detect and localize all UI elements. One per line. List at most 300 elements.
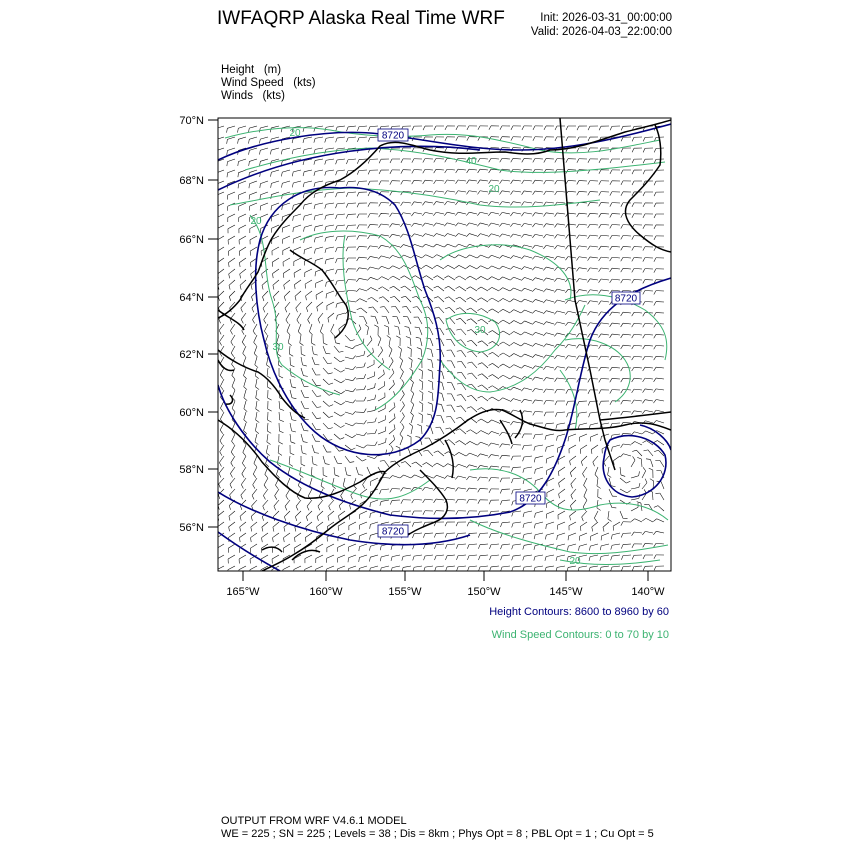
wind-barb-flag (402, 556, 403, 560)
wind-barb-staff (612, 290, 620, 291)
wind-barb-flag (512, 523, 513, 527)
wind-barb-staff (294, 269, 301, 273)
wind-barb-flag (632, 555, 634, 559)
wind-barb-staff (220, 445, 224, 452)
wind-barb-flag (592, 527, 593, 531)
wind-barb-flag (378, 335, 381, 338)
wind-barb-staff (546, 322, 554, 324)
wind-barb-staff (422, 382, 423, 390)
wind-barb-staff (393, 276, 400, 280)
wind-barb-flag (588, 379, 590, 383)
wind-barb-staff (513, 234, 521, 236)
wind-barb-flag (357, 181, 359, 185)
wind-barb-staff (660, 460, 664, 467)
wind-barb-staff (601, 555, 609, 556)
wind-barb-flag (390, 461, 394, 462)
wind-barb-flag (256, 420, 260, 423)
wind-barb-staff (337, 258, 345, 259)
wind-barb-staff (535, 355, 543, 357)
wind-barb-staff (601, 412, 609, 413)
wind-barb-staff (612, 566, 620, 567)
wind-barb-staff (338, 566, 345, 569)
wind-barb-flag (433, 212, 436, 215)
wind-barb-flag (389, 276, 393, 279)
wind-barb-flag (543, 355, 546, 358)
wind-barb-staff (447, 223, 455, 225)
wind-barb-staff (356, 343, 363, 346)
wind-barb-flag (610, 367, 612, 371)
wind-barb-flag (621, 378, 623, 382)
wind-barb-flag (500, 191, 503, 195)
wind-barb-staff (298, 324, 301, 332)
wind-barb-staff (334, 368, 341, 372)
wind-barb-flag (610, 334, 612, 338)
wind-barb-flag (231, 463, 233, 467)
wind-barb-staff (262, 291, 268, 297)
wind-barb-staff (546, 180, 554, 181)
wind-barb-flag (390, 500, 392, 504)
wind-barb-flag (232, 386, 235, 389)
wind-barb-flag (251, 274, 252, 278)
wind-barb-flag (219, 319, 221, 323)
wind-barb-staff (381, 566, 389, 568)
wind-barb-flag (402, 379, 404, 383)
wind-barb-flag (510, 342, 514, 345)
wind-barb-staff (348, 181, 356, 182)
wind-barb-staff (594, 511, 598, 518)
wind-barb-flag (532, 343, 535, 346)
wind-barb-staff (370, 224, 378, 225)
wind-barb-staff (451, 350, 455, 357)
wind-barb-staff (253, 467, 257, 474)
wind-barb-flag (588, 334, 591, 338)
wind-barb-flag (314, 171, 315, 175)
wind-barb-flag (303, 161, 304, 165)
wind-barb-flag (521, 332, 524, 335)
wind-barb-staff (348, 566, 356, 569)
wind-barb-staff (590, 412, 598, 413)
wind-barb-staff (590, 290, 598, 291)
wind-barb-staff (557, 213, 565, 214)
wind-barb-staff (535, 202, 543, 203)
wind-barb-flag (555, 413, 557, 417)
wind-barb-flag (445, 148, 447, 152)
wind-barb-flag (295, 517, 296, 521)
wind-barb-staff (264, 324, 268, 331)
wind-barb-flag (632, 247, 634, 251)
wind-barb-flag (327, 363, 331, 364)
wind-barb-staff (230, 467, 235, 474)
wind-barb-flag (608, 519, 612, 522)
wind-barb-staff (219, 478, 224, 484)
wind-barb-staff (288, 467, 290, 475)
wind-barb-flag (394, 326, 398, 327)
wind-barb-staff (635, 519, 642, 522)
wind-barb-flag (584, 485, 587, 489)
wind-barb-staff (436, 544, 444, 545)
wind-barb-staff (590, 367, 598, 368)
wind-barb-flag (339, 351, 343, 352)
wind-barb-staff (631, 476, 639, 478)
wind-barb-staff (452, 383, 455, 390)
wind-barb-flag (599, 401, 601, 405)
wind-barb-flag (256, 387, 260, 390)
wind-barb-staff (482, 363, 488, 368)
wind-barb-flag (434, 191, 437, 195)
wind-barb-staff (243, 346, 246, 353)
wind-barb-flag (252, 320, 254, 324)
wind-barb-staff (254, 346, 257, 354)
wind-barb-staff (279, 412, 280, 420)
wind-barb-staff (471, 418, 477, 423)
wind-barb-staff (503, 364, 510, 368)
wind-barb-flag (588, 126, 590, 130)
wind-barb-flag (490, 567, 492, 571)
wind-barb-flag (378, 266, 381, 269)
wind-barb-staff (579, 423, 587, 425)
wind-barb-staff (590, 566, 598, 567)
wind-barb-flag (339, 516, 340, 520)
wind-barb-staff (471, 395, 477, 401)
wind-barb-staff (440, 427, 444, 434)
wind-barb-flag (231, 353, 234, 357)
wind-barb-staff (634, 345, 642, 346)
wind-barb-staff (220, 357, 224, 364)
wind-barb-flag (620, 454, 623, 457)
wind-barb-staff (360, 533, 367, 536)
wind-barb-flag (632, 236, 634, 240)
wind-barb-flag (314, 453, 318, 454)
wind-barb-staff (228, 258, 235, 263)
wind-barb-flag (457, 567, 459, 571)
wind-barb-flag (243, 452, 246, 455)
wind-barb-staff (394, 286, 400, 291)
wind-barb-flag (335, 475, 339, 477)
wind-barb-flag (621, 181, 623, 185)
wind-barb-staff (232, 390, 235, 397)
wind-barb-staff (568, 213, 576, 214)
wind-barb-flag (339, 450, 343, 451)
wind-barb-flag (637, 457, 641, 459)
wind-barb-flag (391, 445, 393, 449)
wind-barb-flag (621, 475, 625, 477)
wind-barb-staff (338, 544, 345, 547)
wind-barb-flag (499, 398, 502, 401)
wind-barb-staff (375, 317, 378, 324)
wind-barb-flag (363, 485, 365, 489)
wind-barb-flag (346, 214, 348, 218)
wind-barb-staff (623, 246, 631, 247)
wind-barb-flag (434, 126, 436, 130)
wind-barb-flag (290, 365, 294, 367)
wind-barb-staff (404, 255, 411, 258)
wind-barb-staff (296, 302, 301, 308)
wind-barb-staff (359, 137, 367, 138)
wind-barb-flag (434, 137, 436, 141)
wind-barb-staff (399, 327, 400, 335)
wind-barb-flag (555, 180, 557, 184)
wind-barb-flag (275, 496, 277, 500)
valid-time: Valid: 2026-04-03_22:00:00 (530, 26, 672, 38)
wind-barb-flag (478, 534, 480, 538)
wind-barb-flag (535, 469, 536, 473)
wind-barb-flag (434, 556, 436, 560)
wind-barb-flag (380, 460, 384, 461)
wind-barb-flag (488, 223, 491, 226)
wind-barb-flag (379, 181, 381, 185)
wind-barb-staff (304, 137, 312, 139)
wind-barb-staff (320, 324, 323, 332)
wind-barb-staff (558, 522, 565, 525)
wind-barb-flag (499, 375, 503, 378)
wind-barb-flag (282, 206, 283, 210)
wind-barb-flag (533, 202, 536, 206)
wind-barb-flag (417, 348, 421, 350)
wind-barb-flag (654, 236, 656, 240)
wind-barb-flag (251, 538, 252, 542)
wind-barb-flag (251, 516, 252, 520)
wind-barb-staff (451, 416, 455, 423)
wind-barb-flag (455, 286, 459, 288)
wind-barb-flag (416, 337, 420, 338)
wind-barb-staff (469, 223, 477, 225)
init-time: Init: 2026-03-31_00:00:00 (540, 12, 672, 24)
wind-barb-flag (260, 184, 261, 188)
wind-barb-staff (620, 489, 627, 493)
wind-barb-flag (415, 436, 419, 437)
wind-barb-staff (228, 236, 235, 240)
wind-barb-flag (346, 204, 348, 208)
wind-barb-flag (544, 401, 546, 405)
wind-barb-flag (419, 391, 423, 393)
wind-barb-staff (491, 443, 499, 445)
wind-barb-flag (389, 234, 392, 237)
wind-barb-staff (337, 137, 345, 138)
wind-barb-flag (649, 468, 653, 470)
wind-barb-staff (480, 201, 488, 203)
wind-barb-flag (390, 296, 394, 297)
wind-barb-staff (261, 555, 268, 559)
wind-barb-flag (433, 234, 436, 237)
wind-barb-staff (546, 213, 554, 214)
wind-barb-flag (216, 162, 217, 166)
wind-barb-staff (306, 302, 312, 308)
wind-barb-staff (634, 378, 642, 379)
wind-barb-flag (621, 214, 623, 218)
wind-barb-staff (403, 488, 411, 489)
wind-barb-flag (242, 463, 245, 467)
wind-barb-staff (612, 224, 620, 225)
wind-barb-flag (533, 191, 535, 195)
wind-barb-staff (571, 489, 576, 495)
wind-barb-flag (394, 391, 395, 395)
wind-barb-flag (466, 430, 470, 432)
wind-barb-flag (577, 367, 579, 371)
wind-barb-flag (577, 246, 580, 250)
wind-barb-flag (599, 379, 601, 383)
wind-barb-flag (488, 277, 492, 280)
wind-barb-staff (378, 420, 385, 423)
wind-barb-flag (300, 343, 304, 346)
wind-barb-flag (522, 180, 524, 184)
wind-barb-staff (481, 255, 488, 258)
wind-barb-flag (238, 139, 239, 143)
wind-barb-flag (588, 390, 590, 394)
wind-barb-flag (264, 331, 267, 335)
wind-barb-staff (590, 257, 598, 258)
wind-barb-flag (389, 255, 392, 258)
wind-label-1: 20 (289, 128, 301, 139)
wind-barb-staff (361, 308, 367, 313)
wind-barb-staff (378, 374, 384, 379)
wind-barb-flag (457, 361, 461, 362)
lon-label-145: 145°W (549, 586, 583, 598)
wind-barb-staff (436, 223, 444, 225)
wind-barb-flag (566, 401, 568, 405)
wind-barb-flag (353, 356, 356, 359)
wind-barb-flag (427, 414, 431, 415)
wind-barb-flag (467, 319, 471, 321)
wind-barb-flag (488, 287, 492, 290)
wind-barb-staff (472, 351, 477, 357)
wind-barb-flag (313, 354, 317, 355)
wind-barb-staff (481, 442, 488, 445)
wind-barb-flag (292, 139, 293, 143)
wind-barb-staff (251, 533, 257, 538)
wind-barb-flag (467, 545, 469, 549)
wind-barb-staff (601, 334, 609, 335)
wind-barb-flag (577, 181, 579, 185)
wind-barb-flag (325, 249, 326, 253)
wind-barb-flag (433, 255, 436, 258)
wind-barb-flag (643, 312, 645, 316)
wind-barb-staff (228, 544, 235, 548)
wind-barb-staff (308, 313, 312, 320)
wind-barb-staff (612, 235, 620, 236)
wind-barb-flag (292, 172, 293, 176)
wind-barb-flag (282, 217, 283, 221)
wind-barb-staff (260, 192, 268, 195)
wind-barb-flag (262, 527, 263, 531)
wind-barb-flag (370, 503, 371, 507)
lon-label-160: 160°W (309, 586, 343, 598)
wind-barb-flag (477, 287, 481, 289)
wind-barb-flag (314, 249, 315, 253)
wind-barb-staff (304, 214, 312, 216)
wind-barb-staff (430, 426, 433, 434)
wind-barb-flag (499, 386, 503, 389)
wind-barb-flag (489, 556, 491, 560)
wind-barb-staff (634, 432, 642, 434)
wind-barb-staff (301, 357, 302, 365)
wind-barb-flag (557, 535, 558, 539)
wind-barb-staff (557, 555, 565, 557)
wind-barb-staff (282, 170, 290, 172)
wind-barb-flag (643, 247, 645, 251)
wind-barb-flag (565, 246, 568, 250)
wind-barb-staff (645, 378, 653, 379)
wind-barb-staff (513, 422, 521, 423)
wind-barb-flag (570, 516, 571, 520)
wind-barb-flag (566, 159, 568, 163)
wind-barb-flag (643, 159, 645, 163)
wind-barb-flag (654, 323, 656, 327)
wind-barb-staff (312, 390, 317, 396)
wind-barb-staff (645, 334, 653, 335)
wind-barb-staff (304, 247, 312, 250)
wind-barb-staff (293, 148, 301, 150)
wind-barb-flag (621, 148, 623, 152)
wind-barb-flag (363, 445, 366, 448)
wind-barb-staff (242, 467, 246, 474)
wind-barb-flag (426, 338, 430, 339)
wind-barb-flag (523, 468, 524, 472)
wind-barb-staff (308, 489, 312, 496)
wind-barb-flag (631, 442, 635, 445)
wind-barb-staff (315, 247, 323, 249)
wind-barb-staff (441, 404, 444, 412)
wind-barb-flag (632, 148, 634, 152)
wind-barb-staff (304, 181, 312, 183)
wind-barb-staff (228, 533, 235, 538)
wind-barb-staff (307, 500, 312, 506)
wind-barb-flag (599, 356, 601, 360)
wind-barb-flag (511, 191, 514, 195)
wind-barb-flag (255, 376, 258, 379)
wind-barb-flag (341, 496, 343, 500)
wind-barb-flag (544, 137, 546, 141)
wind-barb-flag (532, 366, 535, 369)
wind-barb-staff (459, 452, 466, 456)
wind-barb-flag (555, 213, 558, 217)
wind-barb-flag (380, 490, 382, 494)
wind-barb-flag (365, 324, 369, 327)
wind-barb-staff (370, 555, 378, 557)
wind-barb-staff (579, 290, 587, 291)
wind-barb-flag (361, 494, 362, 498)
wind-barb-staff (304, 225, 312, 227)
wind-barb-flag (455, 201, 458, 205)
wind-barb-flag (565, 322, 568, 325)
wind-barb-staff (392, 555, 400, 557)
wind-barb-staff (502, 555, 510, 556)
wind-barb-staff (656, 356, 664, 357)
wind-barb-flag (323, 475, 327, 477)
wind-barb-staff (244, 379, 246, 387)
wind-barb-flag (220, 408, 223, 412)
wind-barb-staff (469, 476, 477, 478)
wind-barb-staff (425, 191, 433, 192)
wind-barb-flag (522, 202, 525, 206)
footer-model: OUTPUT FROM WRF V4.6.1 MODEL (221, 815, 407, 827)
wind-barb-flag (252, 495, 254, 499)
wind-barb-staff (378, 442, 386, 445)
wind-barb-flag (412, 202, 415, 206)
wind-barb-flag (632, 159, 634, 163)
wind-barb-staff (612, 378, 620, 379)
wind-barb-flag (446, 416, 450, 417)
wind-barb-flag (303, 194, 304, 198)
wind-barb-staff (261, 214, 268, 217)
wind-barb-staff (591, 445, 598, 449)
wind-barb-flag (654, 345, 656, 349)
wind-barb-staff (535, 180, 543, 181)
wind-barb-flag (577, 224, 579, 228)
wind-barb-staff (546, 278, 554, 280)
wind-barb-flag (368, 307, 372, 308)
wind-barb-staff (284, 291, 290, 297)
wind-barb-staff (448, 255, 455, 258)
